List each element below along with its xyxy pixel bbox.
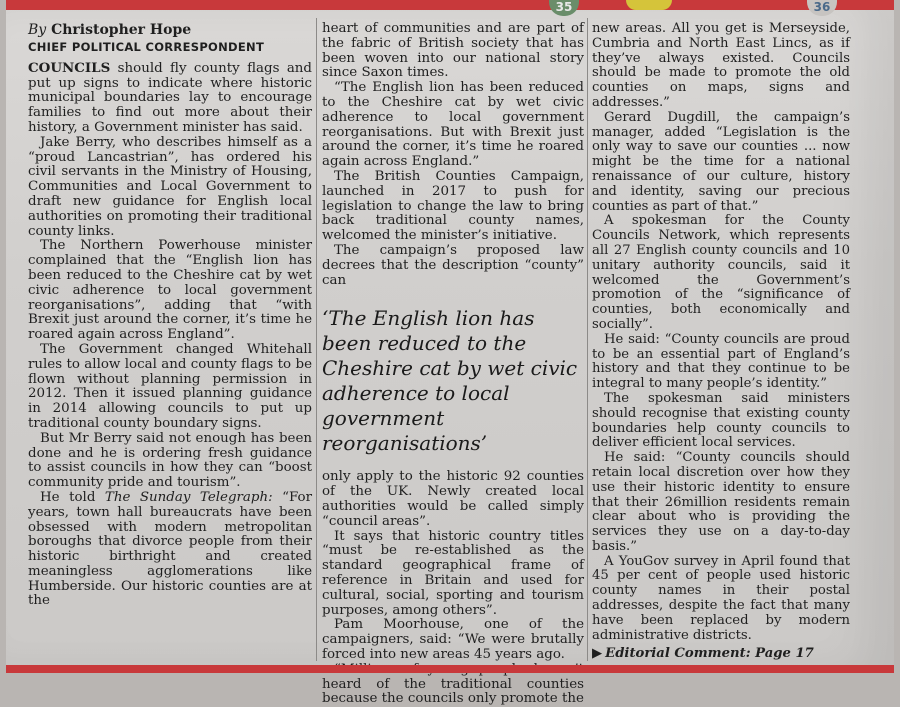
- paragraph: A YouGov survey in April found that 45 per cent of people used historic county names in their postal addresses, despite the fact that many have been replaced by modern administrative districts.: [592, 553, 850, 643]
- byline-prefix: By: [28, 22, 47, 38]
- paragraph: The spokesman said ministers should recognise that existing county boundaries help county councils to deliver efficient local services.: [592, 390, 850, 451]
- decorative-mark: [626, 0, 672, 10]
- paragraph: new areas. All you get is Merseyside, Cumbria and North East Lincs, as if they’ve always existed. Councils should be made to promote the old counties on maps, signs and addresses.”: [592, 21, 850, 110]
- paragraph: heard of the traditional counties because the councils only promote the: [322, 676, 584, 707]
- page-number-left: 35: [549, 0, 579, 16]
- told-prefix: He told: [40, 489, 105, 505]
- paragraph: He said: “County councils should retain local discretion over how they use their historic identity to ensure that their 26million residents remain clear about who is providing the services they use on a day-to-day basis.”: [592, 450, 850, 554]
- top-colour-strip: [6, 0, 894, 10]
- editorial-text: Editorial Comment: Page 17: [605, 646, 814, 662]
- paragraph: “The English lion has been reduced to the Cheshire cat by wet civic adherence to local government reorganisations. But with Brexit just around the corner, it’s time he roared again across England.”: [322, 80, 584, 170]
- bottom-colour-strip: [6, 665, 894, 673]
- byline: [28, 22, 312, 38]
- newspaper-name: The Sunday Telegraph:: [104, 489, 273, 505]
- author-role: CHIEF POLITICAL CORRESPONDENT: [28, 40, 265, 54]
- told-text: “For years, town hall bureaucrats have been obsessed with modern metropolitan boroughs that divorce people from their historic birthright and created meaningless agglomerations like Humberside. Our historic counties are at the: [28, 489, 312, 609]
- author-name: Christopher Hope: [51, 22, 192, 38]
- paragraph: Gerard Dugdill, the campaign’s manager, added “Legislation is the only way to save our counties ... now might be the time for a national renaissance of our culture, history and identity, saving our precious counties as part of that.”: [592, 109, 850, 214]
- paragraph: [28, 491, 312, 609]
- editorial-comment-link: [592, 647, 850, 662]
- column-1: [28, 22, 312, 659]
- paragraph: A spokesman for the County Councils Network, which represents all 27 English county councils and 10 unitary authority councils, said it welcomed the Government’s promotion of the “significance of counties, both economically and socially”.: [592, 213, 850, 332]
- paragraph: Pam Moorhouse, one of the campaigners, said: “We were brutally forced into new areas 45 years ago.: [322, 617, 584, 662]
- pull-quote: ‘The English lion has been reduced to the Cheshire cat by wet civic adherence to local government reorganisations’: [322, 306, 578, 456]
- newspaper-page: [6, 0, 894, 707]
- lead-paragraph: [28, 61, 312, 136]
- column-3: [592, 21, 850, 662]
- paragraph: Jake Berry, who describes himself as a “proud Lancastrian”, has ordered his civil servants in the Ministry of Housing, Communities and Local Government to draft new guidance for English local authorities on promoting their traditional county links.: [28, 134, 312, 239]
- paragraph: But Mr Berry said not enough has been done and he is ordering fresh guidance to assist councils in how they can “boost community pride and tourism”.: [28, 430, 312, 491]
- paragraph: The Northern Powerhouse minister complained that the “English lion has been reduced to the Cheshire cat by wet civic adherence to local government reorganisations”, adding that “with Brexit just around the corner, it’s time he roared again across England”.: [28, 238, 312, 343]
- column-rule: [587, 18, 588, 661]
- page-number-right: 36: [807, 0, 837, 16]
- paragraph: The campaign’s proposed law decrees that the description “county” can: [322, 242, 584, 288]
- paragraph: only apply to the historic 92 counties of the UK. Newly created local authorities would be called simply “council areas”.: [322, 469, 584, 529]
- column-rule: [316, 18, 317, 661]
- column-2: [322, 21, 584, 707]
- paragraph: The British Counties Campaign, launched in 2017 to push for legislation to change the law to bring back traditional county names, welcomed the minister’s initiative.: [322, 168, 584, 244]
- paragraph: The Government changed Whitehall rules to allow local and county flags to be flown without planning permission in 2012. Then it issued planning guidance in 2014 allowing councils to put up traditional county boundary signs.: [28, 341, 312, 431]
- paragraph: He said: “County councils are proud to be an essential part of England’s history and that they continue to be integral to many people’s identity.”: [592, 331, 850, 392]
- lead-text: should fly county flags and put up signs to indicate where historic municipal boundaries lay to encourage families to find out more about their history, a Government minister has said.: [28, 60, 312, 135]
- triangle-icon: ▶: [592, 646, 603, 662]
- paragraph: It says that historic country titles “must be re-established as the standard geographical frame of reference in Britain and used for cultural, social, sporting and tourism purposes, among others”.: [322, 528, 584, 618]
- lead-caps: COUNCILS: [28, 59, 111, 76]
- paragraph: heart of communities and are part of the fabric of British society that has been woven into our national story since Saxon times.: [322, 21, 584, 81]
